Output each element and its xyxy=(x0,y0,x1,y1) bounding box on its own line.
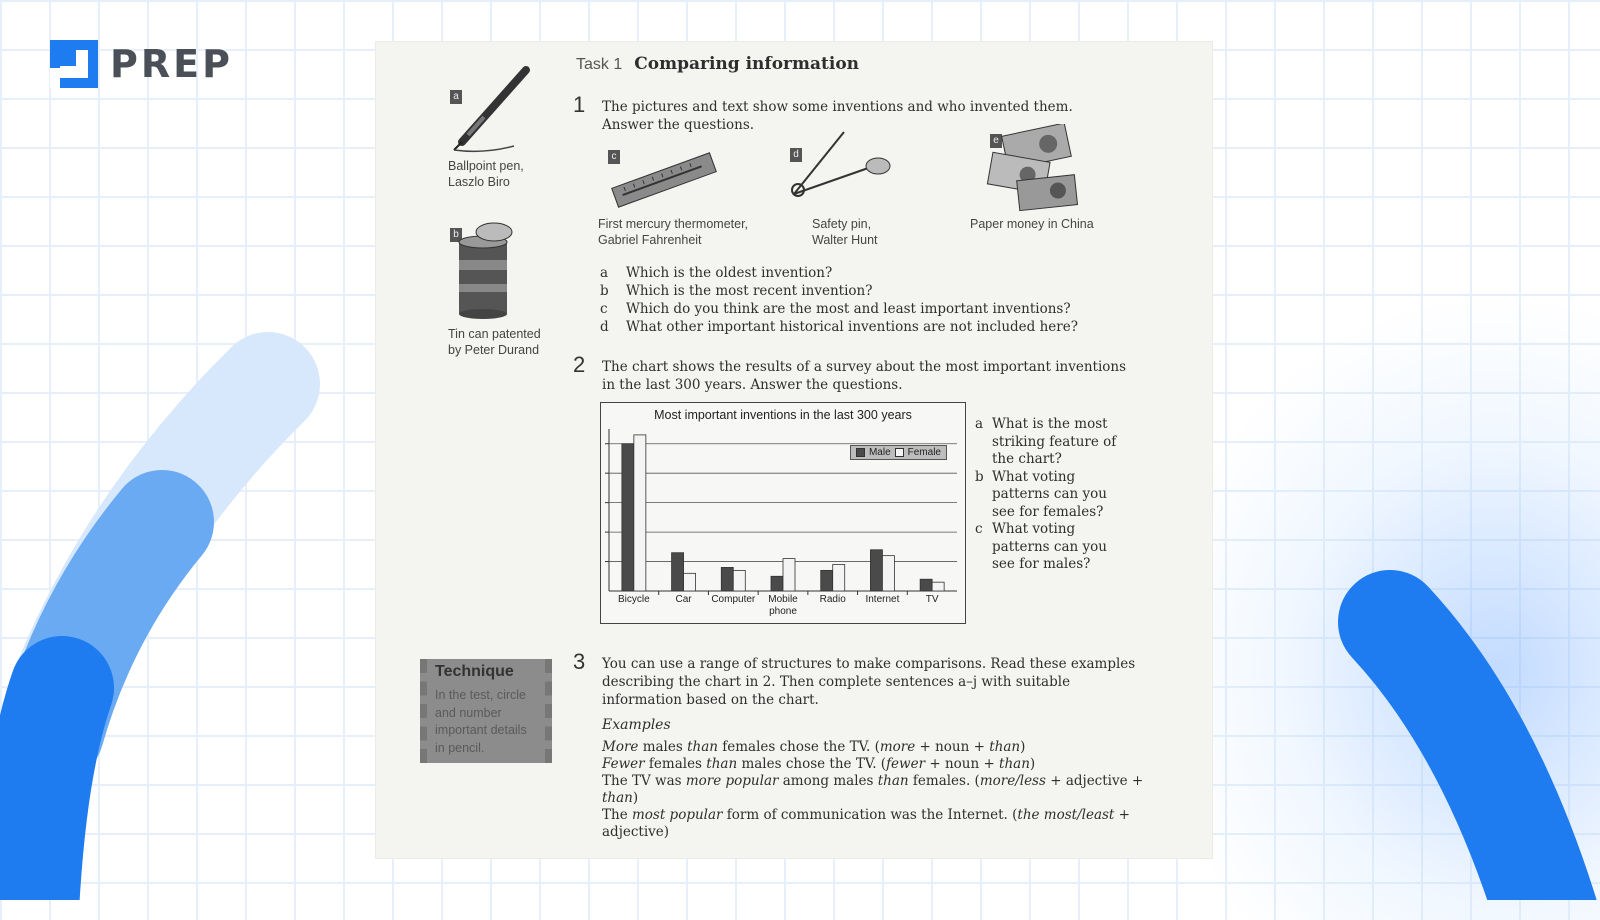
side-question-line: What voting xyxy=(992,468,1076,485)
bar-male-car xyxy=(672,553,684,591)
technique-line: important details xyxy=(435,723,527,737)
question-item xyxy=(600,282,1078,300)
chart-plot xyxy=(601,403,965,623)
examples-heading: Examples xyxy=(602,717,671,733)
legend-label-female: Female xyxy=(907,447,941,458)
side-question-text xyxy=(992,416,1116,469)
task-number: Task 1 xyxy=(576,56,623,73)
picture-tag-b: b xyxy=(450,228,462,242)
bar-female-internet xyxy=(882,556,894,591)
side-question xyxy=(975,521,1116,574)
side-question-letter: b xyxy=(975,468,984,485)
picture-caption-e xyxy=(970,216,1094,232)
question-letter: a xyxy=(600,265,609,281)
technique-line: In the test, circle xyxy=(435,688,527,702)
side-question-line: patterns can you xyxy=(992,538,1107,555)
side-question-line: see for males? xyxy=(992,556,1091,572)
section1-intro-line1: The pictures and text show some inventions and who invented them. xyxy=(602,99,1073,115)
caption-e-line1: Paper money in China xyxy=(970,217,1094,231)
caption-d-line1: Safety pin, xyxy=(812,217,872,231)
side-question xyxy=(975,416,1116,469)
side-question-text xyxy=(992,521,1107,574)
side-question-text xyxy=(992,469,1107,522)
example-sentence: Fewer females than males chose the TV. (fewer + noun + than) xyxy=(602,756,1036,772)
bar-male-computer xyxy=(721,567,733,591)
question-item xyxy=(600,300,1078,318)
question-text: Which do you think are the most and least important inventions? xyxy=(626,301,1071,317)
bar-female-tv xyxy=(932,582,944,591)
question-text: Which is the oldest invention? xyxy=(626,265,833,281)
question-text: Which is the most recent invention? xyxy=(626,283,873,299)
caption-a-line2: Laszlo Biro xyxy=(448,175,510,189)
safety-pin-icon xyxy=(786,126,896,206)
section1-questions xyxy=(600,264,1078,336)
technique-box xyxy=(420,659,552,763)
task-heading xyxy=(576,54,859,74)
picture-tag-d: d xyxy=(790,148,802,162)
arc-dark-left xyxy=(25,688,62,900)
side-question xyxy=(975,469,1116,522)
caption-b-line1: Tin can patented xyxy=(448,327,541,341)
bar-female-mobile-phone xyxy=(783,559,795,591)
x-tick-label: Mobile xyxy=(768,594,798,605)
picture-caption-d xyxy=(812,216,878,248)
bar-male-tv xyxy=(920,579,932,591)
section2-intro-line2: in the last 300 years. Answer the questions. xyxy=(602,377,903,393)
bar-male-internet xyxy=(870,550,882,591)
side-question-line: patterns can you xyxy=(992,486,1107,502)
caption-d-line2: Walter Hunt xyxy=(812,233,878,247)
bar-female-radio xyxy=(833,564,845,591)
x-tick-label: phone xyxy=(769,606,797,617)
examples-list xyxy=(602,739,1143,841)
bar-male-mobile-phone xyxy=(771,576,783,591)
caption-b-line2: by Peter Durand xyxy=(448,343,540,357)
picture-caption-a xyxy=(448,158,524,190)
picture-caption-b xyxy=(448,326,541,358)
arc-dark-right xyxy=(1390,622,1560,900)
section1-number: 1 xyxy=(573,92,586,117)
caption-c-line2: Gabriel Fahrenheit xyxy=(598,233,702,247)
side-question-line: striking feature of xyxy=(992,433,1117,450)
section2-intro xyxy=(602,358,1126,394)
section3-intro-line: describing the chart in 2. Then complete sentences a–j with suitable xyxy=(602,674,1071,690)
picture-caption-c xyxy=(598,216,748,248)
example-sentence: than) xyxy=(602,790,639,806)
question-letter: b xyxy=(600,283,609,299)
question-letter: c xyxy=(600,301,608,317)
banknotes-icon xyxy=(984,124,1084,214)
section3-number: 3 xyxy=(573,649,586,674)
picture-tag-a: a xyxy=(450,90,462,104)
prep-logo-icon xyxy=(48,38,100,90)
side-question-line: see for females? xyxy=(992,503,1104,520)
bar-female-car xyxy=(684,573,696,591)
example-sentence: The TV was more popular among males than females. (more/less + adjective + xyxy=(602,773,1144,789)
thermometer-icon xyxy=(604,142,724,212)
question-item xyxy=(600,264,1078,282)
section3-intro-line: You can use a range of structures to make comparisons. Read these examples xyxy=(602,656,1136,672)
section2-side-questions xyxy=(975,416,1116,574)
x-tick-label: TV xyxy=(925,594,939,605)
picture-tag-e: e xyxy=(990,134,1002,148)
section2-number: 2 xyxy=(573,352,586,377)
survey-chart xyxy=(600,402,966,624)
caption-a-line1: Ballpoint pen, xyxy=(448,159,524,173)
section2-intro-line1: The chart shows the results of a survey about the most important inventions xyxy=(602,359,1127,375)
example-sentence: The most popular form of communication was the Internet. (the most/least + xyxy=(602,807,1130,823)
x-tick-label: Car xyxy=(675,594,692,605)
picture-tag-c: c xyxy=(608,150,620,164)
task-title: Comparing information xyxy=(634,54,860,74)
brand-name: PREP xyxy=(110,42,233,86)
brand-logo[interactable] xyxy=(48,38,233,90)
technique-line: and number xyxy=(435,705,502,720)
tin-can-icon xyxy=(454,220,524,320)
bar-male-bicycle xyxy=(622,444,634,591)
side-question-letter: a xyxy=(975,416,984,432)
x-tick-label: Internet xyxy=(865,594,900,605)
example-sentence: More males than females chose the TV. (more + noun + than) xyxy=(602,739,1026,755)
side-question-line: the chart? xyxy=(992,451,1062,467)
question-text: What other important historical inventions are not included here? xyxy=(626,319,1078,335)
ballpoint-pen-icon xyxy=(444,62,544,154)
side-question-line: What voting xyxy=(992,521,1076,537)
question-item xyxy=(600,318,1078,336)
bar-female-bicycle xyxy=(634,435,646,591)
x-tick-label: Bicycle xyxy=(618,594,650,605)
side-question-letter: c xyxy=(975,521,983,537)
technique-line: in pencil. xyxy=(435,740,485,755)
section3-intro-line: information based on the chart. xyxy=(602,692,819,708)
x-tick-label: Computer xyxy=(711,594,756,605)
technique-text xyxy=(435,687,537,757)
chart-title: Most important inventions in the last 300 years xyxy=(654,408,912,422)
bar-female-computer xyxy=(733,570,745,591)
example-sentence: adjective) xyxy=(602,824,670,840)
section1-intro-line2: Answer the questions. xyxy=(602,117,755,133)
side-question-line: What is the most xyxy=(992,416,1108,432)
bar-male-radio xyxy=(821,570,833,591)
technique-title: Technique xyxy=(435,663,514,680)
legend-label-male: Male xyxy=(868,447,891,458)
textbook-page xyxy=(376,42,1212,858)
x-tick-label: Radio xyxy=(819,594,846,605)
section3-intro xyxy=(602,655,1135,709)
question-letter: d xyxy=(600,319,609,335)
caption-c-line1: First mercury thermometer, xyxy=(598,217,749,231)
